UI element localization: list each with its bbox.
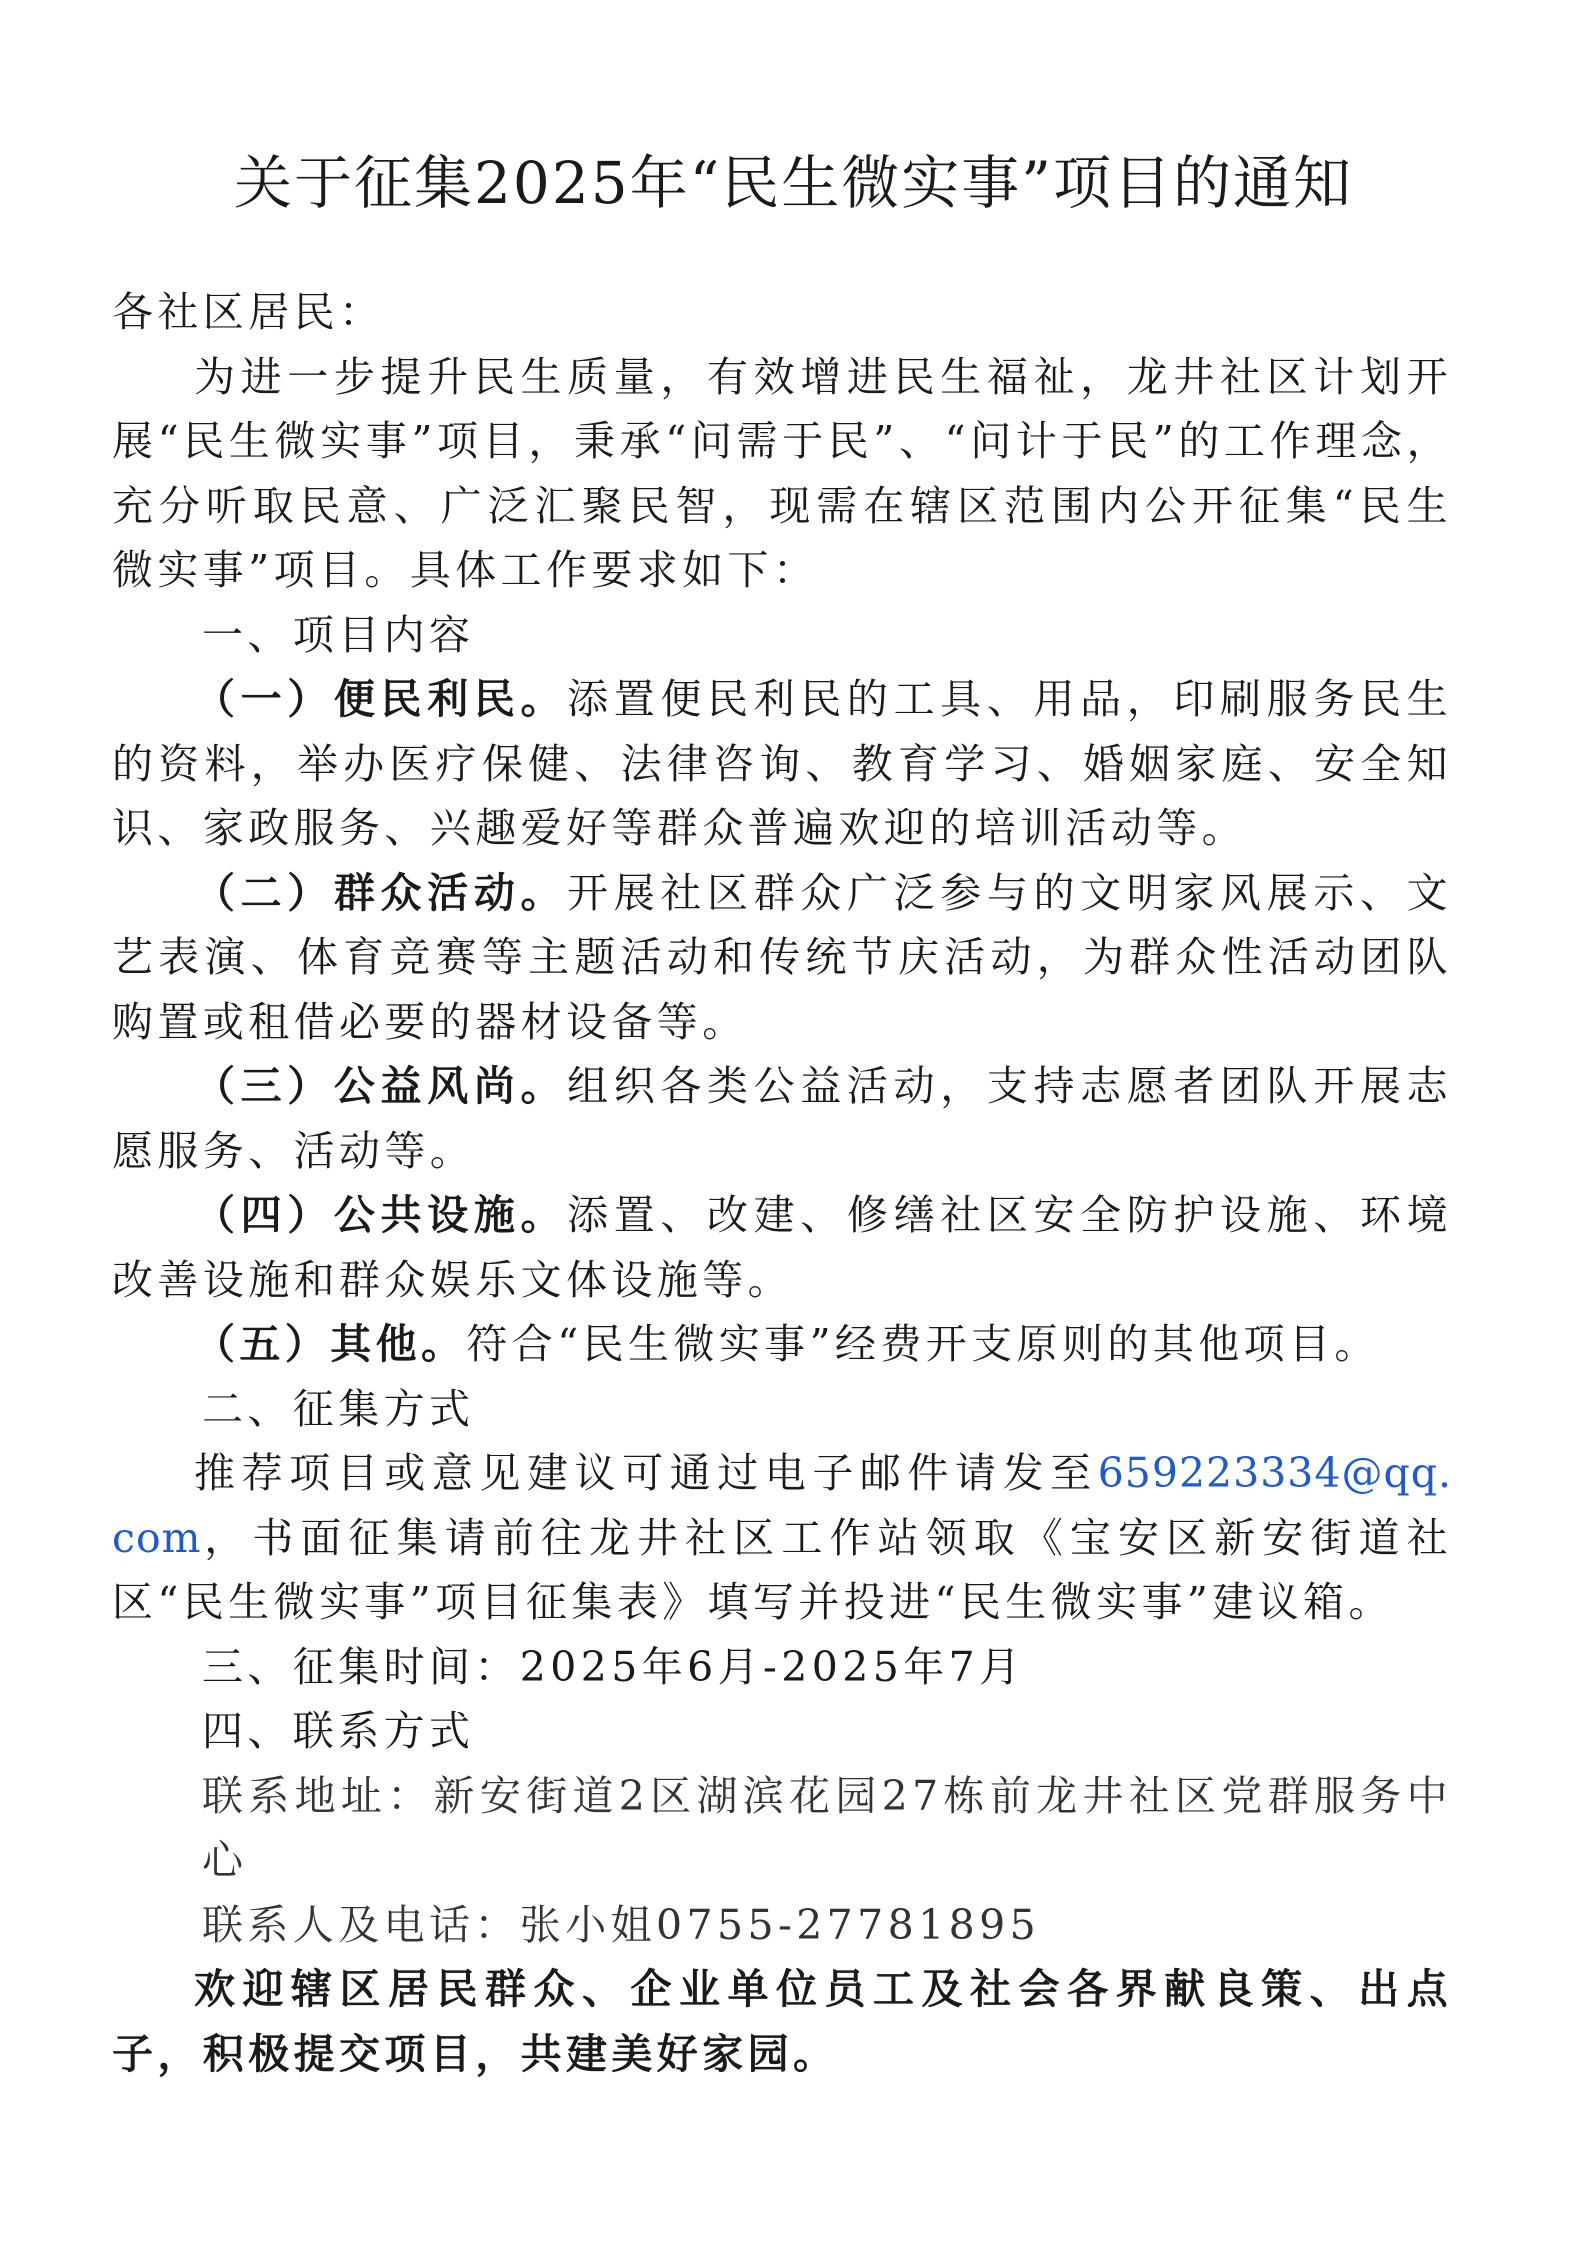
item-lead: （一）便民利民。 [194, 675, 568, 723]
item-lead: （四）公共设施。 [194, 1191, 568, 1239]
page-title: 关于征集2025年“民生微实事”项目的通知 [234, 149, 1353, 217]
item-text: 添置、改建、修缮社区安全防护设施、环境改善设施和群众娱乐文体设施等。 [112, 1191, 1452, 1304]
closing-paragraph: 欢迎辖区居民群众、企业单位员工及社会各界献良策、出点子，积极提交项目，共建美好家园。 [112, 1965, 1452, 2078]
item-text: 组织各类公益活动，支持志愿者团队开展志愿服务、活动等。 [112, 1062, 1452, 1175]
contact-person: 联系人及电话：张小姐0755-27781895 [202, 1900, 1041, 1949]
method-paragraph [112, 1441, 1452, 1635]
section-heading-content: 一、项目内容 [202, 610, 475, 659]
item-convenience [112, 667, 1452, 861]
item-mass-activities [112, 861, 1452, 1055]
intro-paragraph: 为进一步提升民生质量，有效增进民生福祉，龙井社区计划开展“民生微实事”项目，秉承“问需于民”、“问计于民”的工作理念，充分听取民意、广泛汇聚民智，现需在辖区范围内公开征集“民生微实事”项目。具体工作要求如下： [112, 352, 1452, 594]
item-other [112, 1312, 1452, 1377]
item-text: 添置便民利民的工具、用品，印刷服务民生的资料，举办医疗保健、法律咨询、教育学习、婚姻家庭、安全知识、家政服务、兴趣爱好等群众普遍欢迎的培训活动等。 [112, 675, 1452, 852]
method-text-after: ，书面征集请前往龙井社区工作站领取《宝安区新安街道社区“民生微实事”项目征集表》填写并投进“民生微实事”建议箱。 [112, 1513, 1452, 1626]
item-lead: （五）其他。 [194, 1320, 467, 1368]
section-heading-time: 三、征集时间：2025年6月-2025年7月 [202, 1642, 1025, 1691]
section-heading-contact: 四、联系方式 [202, 1707, 475, 1755]
item-public-welfare [112, 1054, 1452, 1183]
item-lead: （三）公益风尚。 [194, 1062, 568, 1110]
item-public-facilities [112, 1183, 1452, 1312]
contact-address: 联系地址：新安街道2区湖滨花园27栋前龙井社区党群服务中心 [202, 1771, 1452, 1884]
document-body [112, 280, 1452, 2086]
item-text: 开展社区群众广泛参与的文明家风展示、文艺表演、体育竞赛等主题活动和传统节庆活动，为群众性活动团队购置或租借必要的器材设备等。 [112, 868, 1452, 1046]
section-heading-method: 二、征集方式 [202, 1384, 475, 1433]
item-text: 符合“民生微实事”经费开支原则的其他项目。 [466, 1320, 1380, 1368]
item-lead: （二）群众活动。 [194, 868, 568, 917]
salutation: 各社区居民： [112, 288, 385, 336]
email-link[interactable]: 659223334@qq. com [112, 1449, 1452, 1562]
method-text-before: 推荐项目或意见建议可通过电子邮件请发至 [194, 1449, 1098, 1497]
